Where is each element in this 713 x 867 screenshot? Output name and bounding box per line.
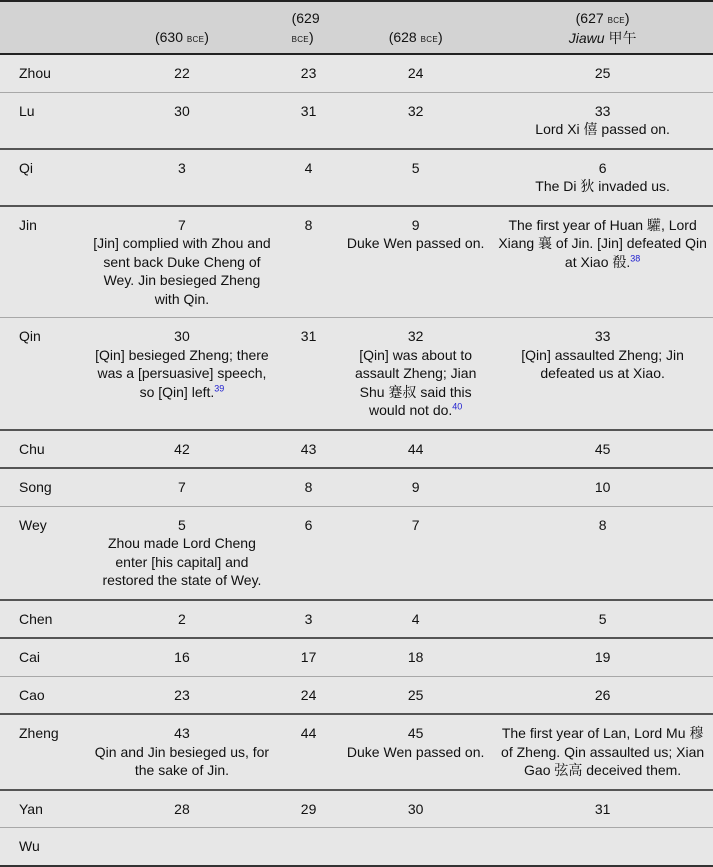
regnal-year: 30 <box>174 328 190 344</box>
table-row-cai <box>0 638 713 676</box>
table-body <box>0 54 713 866</box>
event-note: [Qin] besieged Zheng; there was a [persuasive] speech, so [Qin] left.$^{39}$ <box>95 346 269 400</box>
footnote-link[interactable]: 40 <box>452 401 463 412</box>
table-row-song <box>0 468 713 506</box>
year-cell-627 <box>492 468 713 506</box>
state-name: Zhou <box>0 54 86 92</box>
regnal-year: 30 <box>407 800 424 817</box>
year-cell-628 <box>339 600 492 639</box>
regnal-year: 6 <box>598 159 607 176</box>
year-cell-627 <box>492 506 713 600</box>
regnal-year: 5 <box>598 610 607 627</box>
event-note: Qin and Jin besieged us, for the sake of Jin. <box>94 743 270 778</box>
year-cell-630 <box>86 92 278 149</box>
event-note: The Di 狄 invaded us. <box>535 178 670 194</box>
regnal-year: 16 <box>174 649 190 665</box>
year-cell-630 <box>86 430 278 469</box>
state-name: Lu <box>0 92 86 149</box>
regnal-year: 31 <box>300 102 317 119</box>
year-cell-630 <box>86 790 278 828</box>
event-note: [Qin] assaulted Zheng; Jin defeated us at Xiao. <box>521 346 684 381</box>
regnal-year: 45 <box>407 725 424 741</box>
regnal-year: 43 <box>300 440 317 457</box>
event-note: Lord Xi 僖 passed on. <box>535 121 670 137</box>
year-cell-627 <box>492 714 713 790</box>
regnal-year: 30 <box>174 102 190 119</box>
year-cell-629 <box>278 828 339 866</box>
year-cell-628 <box>339 790 492 828</box>
regnal-year: 8 <box>598 516 607 533</box>
year-cell-628 <box>339 468 492 506</box>
header-row <box>0 1 713 54</box>
state-name: Zheng <box>0 714 86 790</box>
event-note: Duke Wen passed on. <box>346 743 485 760</box>
regnal-year: 29 <box>300 800 317 817</box>
year-cell-630 <box>86 506 278 600</box>
state-name: Qi <box>0 149 86 206</box>
footnote-link[interactable]: 39 <box>214 382 225 393</box>
table-row-qi <box>0 149 713 206</box>
regnal-year: 25 <box>407 686 424 703</box>
regnal-year: 8 <box>304 216 313 233</box>
regnal-year: 25 <box>594 65 611 81</box>
regnal-year: 3 <box>304 610 313 627</box>
year-cell-630 <box>86 676 278 714</box>
table-row-wu <box>0 828 713 866</box>
regnal-year: 31 <box>300 328 317 344</box>
regnal-year: 31 <box>594 800 611 817</box>
year-cell-627 <box>492 54 713 92</box>
table-row-zheng <box>0 714 713 790</box>
year-cell-630 <box>86 468 278 506</box>
regnal-year: 7 <box>178 216 186 233</box>
regnal-year: 33 <box>594 328 611 344</box>
year-cell-630 <box>86 54 278 92</box>
regnal-year: 44 <box>407 440 424 457</box>
state-name: Chen <box>0 600 86 639</box>
state-name: Wu <box>0 828 86 866</box>
year-cell-627 <box>492 430 713 469</box>
year-cell-630 <box>86 600 278 639</box>
regnal-year: 45 <box>594 440 611 457</box>
regnal-year: 24 <box>300 686 317 703</box>
table-row-yan <box>0 790 713 828</box>
year-cell-628 <box>339 430 492 469</box>
event-note: [Jin] complied with Zhou and sent back Duke Cheng of Wey. Jin besieged Zheng with Qin. <box>93 235 271 307</box>
year-cell-630 <box>86 206 278 318</box>
table-row-cao <box>0 676 713 714</box>
table-row-chen <box>0 600 713 639</box>
year-cell-629 <box>278 92 339 149</box>
year-cell-627 <box>492 828 713 866</box>
regnal-year: 9 <box>411 479 420 495</box>
year-cell-627 <box>492 206 713 318</box>
regnal-year: 43 <box>174 725 190 741</box>
regnal-year: 23 <box>300 65 317 81</box>
state-name: Song <box>0 468 86 506</box>
event-note: Zhou made Lord Cheng enter [his capital] and restored the state of Wey. <box>102 535 262 588</box>
year-cell-628 <box>339 54 492 92</box>
year-cell-629 <box>278 318 339 430</box>
year-cell-629 <box>278 638 339 676</box>
regnal-year: 17 <box>300 649 317 665</box>
state-name: Wey <box>0 506 86 600</box>
regnal-year: 4 <box>304 159 313 176</box>
state-name: Qin <box>0 318 86 430</box>
year-cell-628 <box>339 828 492 866</box>
regnal-year: 3 <box>178 159 186 176</box>
regnal-year: 7 <box>411 516 420 533</box>
regnal-year: 9 <box>411 216 420 233</box>
table-row-chu <box>0 430 713 469</box>
regnal-year: 19 <box>594 649 611 665</box>
year-cell-630 <box>86 714 278 790</box>
table-row-wey <box>0 506 713 600</box>
year-cell-627 <box>492 318 713 430</box>
regnal-year: 32 <box>407 328 424 344</box>
regnal-year: 26 <box>594 686 611 703</box>
year-cell-629 <box>278 149 339 206</box>
year-cell-628 <box>339 92 492 149</box>
event-note: [Qin] was about to assault Zheng; Jian Shu 蹇叔 said this would not do.$^{40}$ <box>354 346 477 418</box>
year-cell-629 <box>278 714 339 790</box>
state-name: Cai <box>0 638 86 676</box>
year-cell-628 <box>339 206 492 318</box>
year-cell-628 <box>339 714 492 790</box>
year-cell-630 <box>86 638 278 676</box>
event-note: The first year of Huan 驩, Lord Xiang 襄 of Jin. [Jin] defeated Qin at Xiao 殽.$^{38}$ <box>498 216 707 270</box>
year-cell-630 <box>86 828 278 866</box>
year-cell-629 <box>278 506 339 600</box>
regnal-year: 6 <box>304 516 313 533</box>
header-627: (627 bce) Jiawu 甲午 <box>568 10 637 46</box>
regnal-year: 44 <box>300 725 317 741</box>
year-cell-628 <box>339 149 492 206</box>
regnal-year: 32 <box>407 102 424 119</box>
regnal-year: 5 <box>411 159 420 176</box>
year-cell-628 <box>339 638 492 676</box>
year-cell-629 <box>278 206 339 318</box>
regnal-year: 28 <box>174 800 190 817</box>
regnal-year: 33 <box>594 102 611 119</box>
state-name: Jin <box>0 206 86 318</box>
regnal-year: 4 <box>411 610 420 627</box>
year-cell-628 <box>339 318 492 430</box>
year-cell-629 <box>278 676 339 714</box>
year-cell-627 <box>492 92 713 149</box>
year-cell-629 <box>278 468 339 506</box>
regnal-year: 8 <box>304 479 313 495</box>
regnal-year: 24 <box>407 65 424 81</box>
header-629: (629 bce) <box>291 10 320 45</box>
year-cell-629 <box>278 790 339 828</box>
table-row-jin <box>0 206 713 318</box>
regnal-year: 22 <box>174 65 190 81</box>
year-cell-627 <box>492 676 713 714</box>
state-name: Chu <box>0 430 86 469</box>
regnal-year: 7 <box>178 479 186 495</box>
regnal-year: 23 <box>174 686 190 703</box>
table-row-lu <box>0 92 713 149</box>
year-cell-630 <box>86 318 278 430</box>
year-cell-627 <box>492 790 713 828</box>
regnal-year: 10 <box>594 479 611 495</box>
table-row-qin <box>0 318 713 430</box>
year-cell-629 <box>278 430 339 469</box>
regnal-year: 5 <box>178 516 186 533</box>
regnal-year: 18 <box>407 649 424 665</box>
year-cell-628 <box>339 676 492 714</box>
event-note: The first year of Lan, Lord Mu 穆 of Zheng. Qin assaulted us; Xian Gao 弦高 deceived them. <box>501 725 705 778</box>
table-row-zhou <box>0 54 713 92</box>
state-name: Yan <box>0 790 86 828</box>
header-state <box>0 1 86 54</box>
regnal-year: 42 <box>174 440 190 457</box>
regnal-year: 2 <box>178 610 186 627</box>
footnote-link[interactable]: 38 <box>630 252 641 263</box>
year-cell-629 <box>278 54 339 92</box>
year-cell-628 <box>339 506 492 600</box>
year-cell-630 <box>86 149 278 206</box>
year-cell-629 <box>278 600 339 639</box>
header-630: (630 bce) <box>154 28 209 45</box>
year-cell-627 <box>492 149 713 206</box>
header-628: (628 bce) <box>388 28 443 45</box>
event-note: Duke Wen passed on. <box>346 235 485 251</box>
year-cell-627 <box>492 638 713 676</box>
state-name: Cao <box>0 676 86 714</box>
year-cell-627 <box>492 600 713 639</box>
